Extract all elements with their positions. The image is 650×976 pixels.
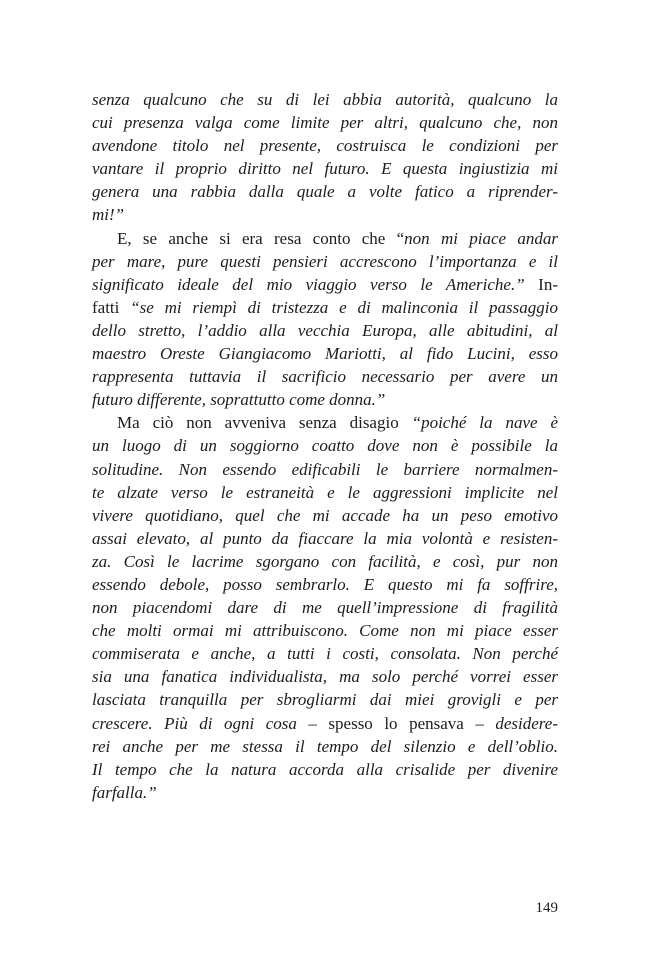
text-line	[92, 642, 558, 665]
text-line	[92, 550, 558, 573]
italic-text-run: senza qualcuno che su di lei abbia autorità, qualcuno la	[92, 90, 558, 109]
text-line	[92, 411, 558, 434]
text-line	[92, 481, 558, 504]
italic-text-run: “se mi riempì di tristezza e di malinconia il passaggio	[130, 297, 558, 317]
page-number: 149	[535, 900, 558, 916]
text-line	[92, 134, 558, 157]
text-line	[92, 157, 558, 180]
italic-text-run: significato ideale del mio viaggio verso le Americhe.”	[92, 274, 525, 294]
text-line	[92, 227, 558, 250]
italic-text-run: essendo debole, posso sembrarlo. E questo mi fa soffrire,	[92, 574, 558, 594]
italic-text-run: vivere quotidiano, quel che mi accade ha un peso emotivo	[92, 505, 558, 525]
italic-text-run: “poiché la nave è	[411, 413, 558, 433]
italic-text-run: cui presenza valga come limite per altri, qualcuno che, non	[92, 113, 558, 133]
text-line	[92, 712, 558, 735]
text-line	[92, 458, 558, 481]
italic-text-run: commiserata e anche, a tutti i costi, consolata. Non perché	[92, 644, 558, 664]
italic-text-run: non mi piace andar	[404, 228, 558, 248]
paragraph	[92, 88, 558, 227]
text-line	[92, 250, 558, 273]
italic-text-run: rappresenta tuttavia il sacrificio necessario per avere un	[92, 367, 558, 387]
italic-text-run: desidere-	[495, 713, 558, 733]
text-line	[92, 781, 558, 804]
roman-text-run: fatti	[92, 297, 131, 317]
text-line	[92, 434, 558, 457]
text-line	[92, 619, 558, 642]
italic-text-run: avendone titolo nel presente, costruisca le condizioni per	[92, 136, 558, 156]
italic-text-run: za. Così le lacrime sgorgano con facilità, e così, pur non	[92, 551, 558, 571]
roman-text-run: Ma ciò non avveniva senza disagio	[117, 413, 412, 433]
italic-text-run: genera una rabbia dalla quale a volte fatico a riprender-	[92, 182, 558, 202]
italic-text-run: vantare il proprio diritto nel futuro. E questa ingiustizia mi	[92, 159, 558, 179]
italic-text-run: per mare, pure questi pensieri accrescono l’importanza e il	[92, 251, 558, 271]
text-line	[92, 665, 558, 688]
text-line	[92, 596, 558, 619]
paragraph	[92, 227, 558, 412]
text-line	[92, 273, 558, 296]
text-line	[92, 319, 558, 342]
italic-text-run: un luogo di un soggiorno coatto dove non è possibile la	[92, 436, 558, 456]
text-line	[92, 504, 558, 527]
italic-text-run: rei anche per me stessa il tempo del silenzio e dell’oblio.	[92, 736, 558, 756]
text-line	[92, 203, 558, 226]
text-line	[92, 342, 558, 365]
text-line	[92, 758, 558, 781]
body-text	[92, 88, 558, 804]
italic-text-run: sia una fanatica individualista, ma solo perché vorrei esser	[92, 667, 558, 687]
paragraph	[92, 411, 558, 804]
roman-text-run: – spesso lo pensava –	[296, 713, 496, 733]
text-line	[92, 735, 558, 758]
italic-text-run: dello stretto, l’addio alla vecchia Europa, alle abitudini, al	[92, 320, 558, 340]
italic-text-run: solitudine. Non essendo edificabili le barriere normalmen-	[92, 459, 558, 479]
text-line	[92, 88, 558, 111]
italic-text-run: lasciata tranquilla per sbrogliarmi dai miei grovigli e per	[92, 690, 558, 710]
italic-text-run: Il tempo che la natura accorda alla crisalide per divenire	[92, 759, 558, 779]
italic-text-run: assai elevato, al punto da fiaccare la mia volontà e resisten-	[92, 528, 558, 548]
text-line	[92, 388, 558, 411]
roman-text-run: E, se anche si era resa conto che “	[117, 228, 405, 248]
italic-text-run: maestro Oreste Giangiacomo Mariotti, al fido Lucini, esso	[92, 344, 558, 364]
italic-text-run: che molti ormai mi attribuiscono. Come non mi piace esser	[92, 621, 558, 641]
italic-text-run: te alzate verso le estraneità e le aggressioni implicite nel	[92, 482, 558, 502]
text-line	[92, 573, 558, 596]
italic-text-run: futuro differente, soprattutto come donna.”	[92, 390, 386, 410]
italic-text-run: farfalla.”	[92, 782, 157, 802]
text-line	[92, 688, 558, 711]
italic-text-run: mi!”	[92, 205, 125, 225]
text-line	[92, 180, 558, 203]
text-line	[92, 527, 558, 550]
italic-text-run: crescere. Più di ogni cosa	[92, 713, 297, 733]
roman-text-run: In-	[524, 274, 558, 294]
italic-text-run: non piacendomi dare di me quell’impressione di fragilità	[92, 598, 558, 618]
text-line	[92, 111, 558, 134]
text-line	[92, 365, 558, 388]
text-line	[92, 296, 558, 319]
